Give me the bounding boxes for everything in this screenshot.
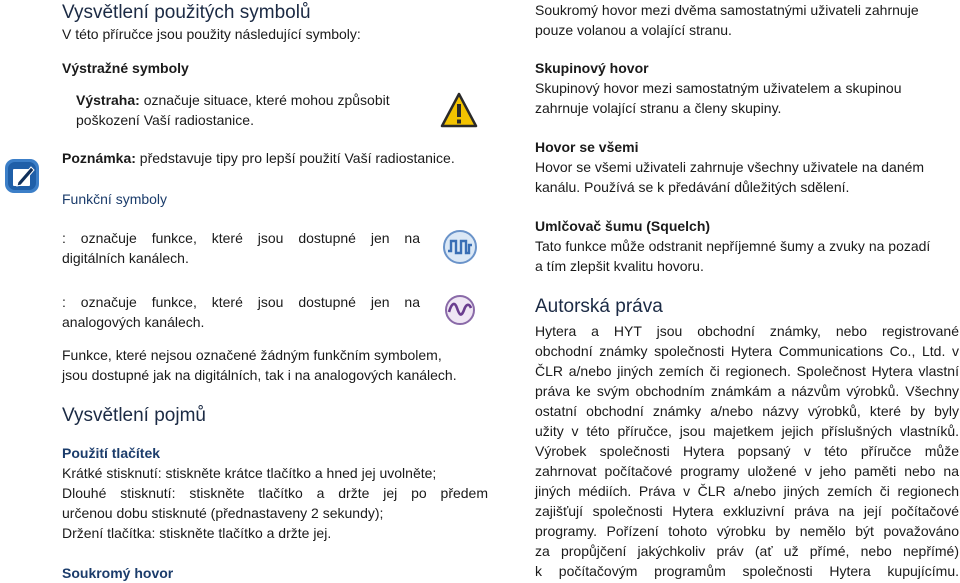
analog-line2: analogových kanálech. (62, 314, 205, 330)
copyright-line: k počítačovým programům společnosti Hytera kupujícímu. (535, 563, 959, 579)
group-call-line2: zahrnuje volající stranu a členy skupiny. (535, 100, 782, 116)
copyright-section-title: Autorská práva (535, 296, 663, 317)
copyright-line: za propůjčení jakýchkoliv práv (ať už přímé, nebo nepřímé) (535, 543, 959, 559)
copyright-line: užity v této příručce, jsou majetkem jejich příslušných vlastníků. (535, 423, 959, 439)
analog-channel-icon (444, 294, 476, 326)
copyright-line: ostatní obchodní známky a/nebo názvy výrobků, které by byly (535, 403, 959, 419)
warning-text-line2: poškození Vaší radiostanice. (76, 112, 254, 128)
all-call-line1: Hovor se všemi uživateli zahrnuje všechny uživatele na daném (535, 159, 925, 175)
terms-section-title: Vysvětlení pojmů (62, 405, 206, 426)
note-description (62, 148, 455, 168)
unmarked-line2: jsou dostupné jak na digitálních, tak i na analogových kanálech. (62, 367, 457, 383)
all-call-heading: Hovor se všemi (535, 139, 639, 155)
private-call-line2: pouze volanou a volající stranu. (535, 22, 732, 38)
copyright-line: obchodní známky společnosti Hytera Communications Co., Ltd. v (535, 343, 959, 359)
buttons-heading: Použití tlačítek (62, 445, 161, 461)
copyright-line: jiných médiích. Práva v ČLR a/nebo jiných zemích či regionech (535, 483, 959, 499)
copyright-line: práva ke svým obchodním známkám a názvům výrobků. Všechny (535, 383, 959, 399)
squelch-line1: Tato funkce může odstranit nepříjemné šumy a zvuky na pozadí (535, 238, 931, 254)
warning-triangle-icon (440, 92, 478, 128)
symbols-intro: V této příručce jsou použity následující symboly: (62, 26, 361, 42)
long-press-line1: Dlouhé stisknutí: stiskněte tlačítko a držte jej po předem (62, 485, 488, 501)
digital-line1: : označuje funkce, které jsou dostupné jen na (62, 230, 420, 246)
copyright-line: ČLR a/nebo jiných zemích či regionech. Společnost Hytera vlastní (535, 363, 959, 379)
copyright-paragraph (535, 321, 959, 581)
short-press-text: Krátké stisknutí: stiskněte krátce tlačítko a hned jej uvolněte; (62, 465, 437, 481)
digital-channel-icon (441, 229, 479, 265)
function-symbols-heading: Funkční symboly (62, 191, 168, 207)
private-call-heading: Soukromý hovor (62, 565, 174, 581)
note-text: představuje tipy pro lepší použití Vaší radiostanice. (135, 150, 455, 166)
group-call-heading: Skupinový hovor (535, 60, 649, 76)
copyright-line: Hytera a HYT jsou obchodní známky, nebo registrované (535, 323, 959, 339)
analog-line1: : označuje funkce, které jsou dostupné jen na (62, 294, 420, 310)
copyright-line: Výrobek společnosti Hytera popsaný v této příručce může (535, 443, 959, 459)
warning-label: Výstraha: (76, 92, 140, 108)
unmarked-line1: Funkce, které nejsou označené žádným funkčním symbolem, (62, 347, 442, 363)
symbols-section-title: Vysvětlení použitých symbolů (62, 2, 311, 23)
long-press-line2: určenou dobu stisknuté (přednastaveny 2 sekundy); (62, 505, 384, 521)
warning-text-line1: označuje situace, které mohou způsobit (139, 92, 390, 108)
all-call-line2: kanálu. Používá se k předávání důležitých sdělení. (535, 179, 850, 195)
note-label: Poznámka: (62, 150, 136, 166)
private-call-line1: Soukromý hovor mezi dvěma samostatnými uživateli zahrnuje (535, 2, 919, 18)
warning-description (76, 90, 421, 110)
copyright-line: zahrnovat počítačové programy uložené v jeho paměti nebo na (535, 463, 959, 479)
note-pencil-icon (4, 158, 40, 194)
digital-line2: digitálních kanálech. (62, 250, 189, 266)
squelch-line2: a tím zlepšit kvalitu hovoru. (535, 258, 704, 274)
hold-text: Držení tlačítka: stiskněte tlačítko a držte jej. (62, 525, 332, 541)
warning-symbols-heading: Výstražné symboly (62, 60, 189, 76)
group-call-line1: Skupinový hovor mezi samostatným uživatelem a skupinou (535, 80, 902, 96)
copyright-line: zajišťují společnosti Hytera exkluzivní práva na její počítačové (535, 503, 959, 519)
squelch-heading: Umlčovač šumu (Squelch) (535, 218, 711, 234)
copyright-line: programy. Pořízení tohoto výrobku by nemělo být považováno (535, 523, 959, 539)
